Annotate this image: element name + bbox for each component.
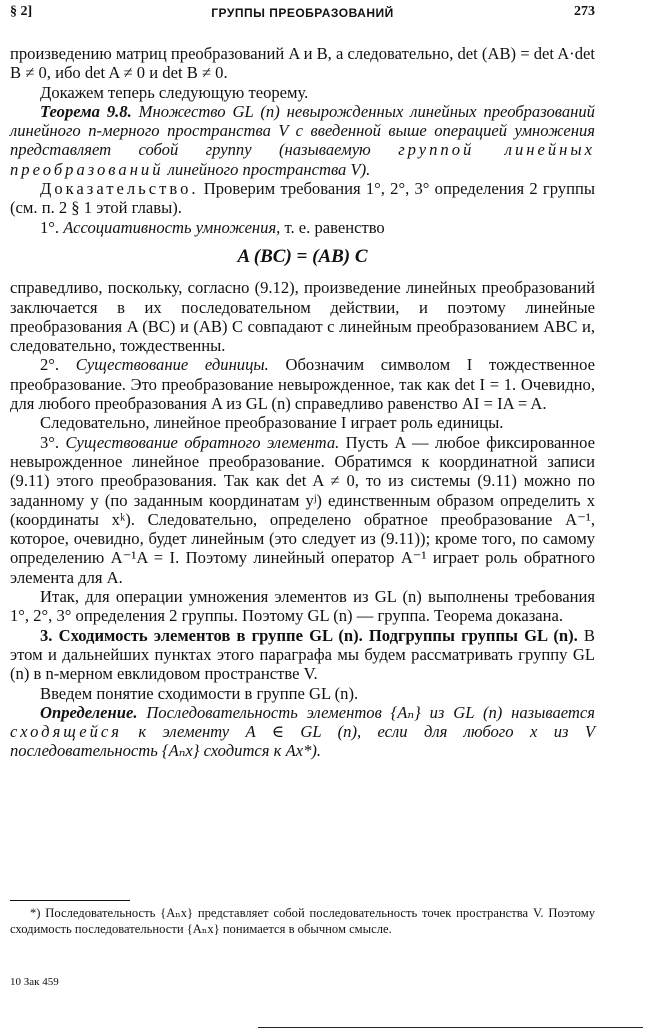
section-marker: § 2] [10, 4, 33, 19]
axiom-3-number: 3°. [40, 432, 60, 452]
axiom-2-number: 2°. [40, 355, 60, 375]
paragraph-unit: Следовательно, линейное преобразование I играет роль единицы. [40, 413, 504, 433]
definition-text-a: Последовательность элементов {Aₙ} из GL (n) называется [137, 702, 595, 722]
theorem-9-8 [10, 102, 595, 179]
axiom-2 [10, 355, 595, 413]
theorem-label: Теорема 9.8. [40, 101, 132, 121]
axiom-3 [10, 433, 595, 587]
axiom-3-text: Пусть A — любое фиксированное невырожденное линейное преобразование. Обратимся к координатной записи (9.11) этого преобразования. Так как det A ≠ 0, то из системы (9.11) можно по заданному y (по заданным координатам yʲ) единственным образом определить x (координаты xᵏ). Следовательно, определено обратное преобразование A⁻¹, которое, очевидно, будет линейным (это следует из (9.11)); кроме того, по самому определению A⁻¹A = I. Поэтому линейный оператор A⁻¹ играет роль обратного элемента для A. [10, 432, 595, 587]
paragraph-convergence-intro: Введем понятие сходимости в группе GL (n). [40, 683, 359, 703]
main-text [10, 44, 595, 761]
definition-term: сходящейся [10, 722, 122, 742]
paragraph-conclusion: Итак, для операции умножения элементов из GL (n) выполнены требования 1°, 2°, 3° определения 2 группы. Поэтому GL (n) — группа. Теорема доказана. [10, 587, 595, 626]
axiom-2-text: Обозначим символом I тождественное преобразование. Это преобразование невырожденное, так как det I = 1. Очевидно, для любого преобразования A из GL (n) справедливо равенство AI = IA = A. [10, 355, 595, 414]
proof-text: Проверим требования 1°, 2°, 3° определения 2 группы (см. п. 2 § 1 этой главы). [10, 179, 595, 218]
theorem-text-b: линейного пространства V). [163, 159, 371, 179]
footnote [10, 906, 595, 937]
axiom-3-title: Существование обратного элемента. [59, 432, 340, 452]
paragraph-associativity: справедливо, поскольку, согласно (9.12), произведение линейных преобразований заключается в их последовательном действии, и поэтому линейные преобразования A (BC) и (AB) C совпадают с линейным преобразованием ABC и, следовательно, тождественны. [10, 278, 595, 356]
bottom-rule [258, 1027, 643, 1028]
definition-label: Определение. [40, 702, 138, 722]
definition-text-b: к элементу A ∈ GL (n), если для любого x из V последовательность {Aₙx} сходится к Ax*). [10, 722, 595, 761]
page-number: 273 [574, 4, 595, 19]
print-signature: 10 Зак 459 [10, 976, 59, 988]
axiom-1 [10, 218, 595, 237]
theorem-term: группой линейных преобразований [10, 140, 595, 179]
definition [10, 703, 595, 761]
running-title: ГРУППЫ ПРЕОБРАЗОВАНИЙ [211, 6, 394, 20]
axiom-1-text: т. е. равенство [280, 217, 385, 237]
axiom-1-number: 1°. [40, 217, 60, 237]
proof-label: Доказательство. [40, 179, 199, 199]
theorem-text-a: Множество GL (n) невырожденных линейных преобразований линейного n-мерного пространства V с введенной выше операцией умножения представляет собой группу (называемую [10, 101, 595, 160]
section-3-heading: 3. Сходимость элементов в группе GL (n). Подгруппы группы GL (n). [40, 625, 578, 645]
section-3 [10, 626, 595, 684]
section-3-text: В этом и дальнейших пунктах этого параграфа мы будем рассматривать группу GL (n) в n-мерном евклидовом пространстве V. [10, 625, 595, 684]
running-head [10, 4, 595, 24]
axiom-1-title: Ассоциативность умножения, [59, 217, 281, 237]
paragraph-lead-in: Докажем теперь следующую теорему. [40, 82, 309, 102]
footnote-rule [10, 900, 130, 901]
paragraph-matrix-product: произведению матриц преобразований A и B, а следовательно, det (AB) = det A·det B ≠ 0, ибо det A ≠ 0 и det B ≠ 0. [10, 44, 595, 83]
associativity-formula: A (BC) = (AB) C [237, 245, 368, 267]
axiom-2-title: Существование единицы. [59, 355, 269, 375]
proof-intro [10, 179, 595, 218]
footnote-text: *) Последовательность {Aₙx} представляет собой последовательность точек пространства V. Поэтому сходимость последовательности {Aₙx} понимается в обычном смысле. [10, 906, 595, 936]
